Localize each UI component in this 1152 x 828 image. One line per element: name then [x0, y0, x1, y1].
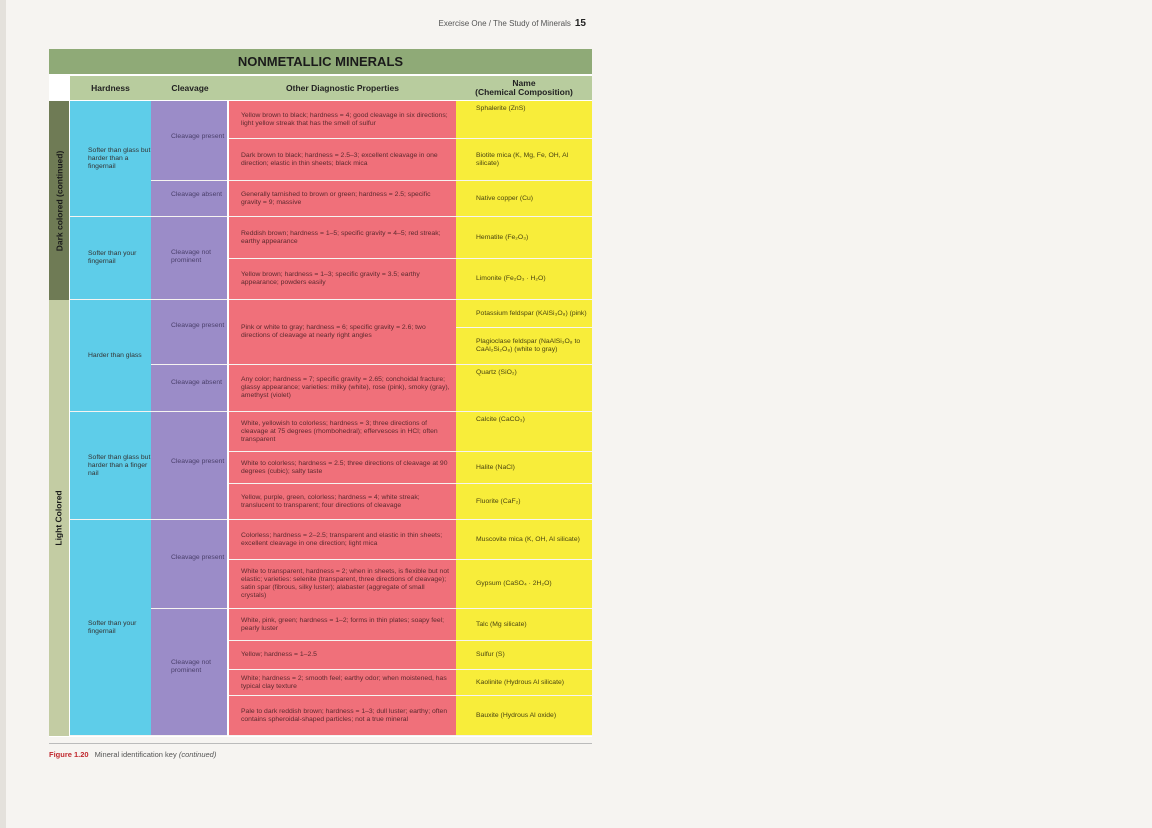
- header-properties: Other Diagnostic Properties: [229, 76, 456, 100]
- caption-continued: (continued): [178, 750, 217, 759]
- cleavage-cell: Cleavage present: [151, 101, 227, 181]
- mineral-name-cell: Kaolinite (Hydrous Al silicate): [456, 670, 592, 696]
- header-name-line1: Name: [512, 78, 536, 88]
- property-cell: Reddish brown; hardness = 1–5; specific gravity = 4–5; red streak; earthy appearance: [229, 217, 456, 259]
- mineral-name-cell: Quartz (SiO₂): [456, 365, 592, 412]
- property-cell: White to transparent, hardness = 2; when in sheets, is flexible but not elastic; varieties: selenite (transparent, three directions of cleavage); satin spar (fibrous, silky luster); alabaster (aggregate of small crystals): [229, 560, 456, 609]
- property-cell: White, yellowish to colorless; hardness = 3; three directions of cleavage at 75 degrees (rhombohedral); effervesces in HCl; often transparent: [229, 412, 456, 452]
- page-number: 15: [574, 18, 586, 29]
- caption-text: Mineral identification key: [94, 750, 177, 759]
- property-cell: Colorless; hardness = 2–2.5; transparent and elastic in thin sheets; excellent cleavage in one direction; light mica: [229, 520, 456, 560]
- property-cell: Dark brown to black; hardness = 2.5–3; excellent cleavage in one direction; elastic in thin sheets; black mica: [229, 139, 456, 181]
- cleavage-cell: Cleavage not prominent: [151, 609, 227, 736]
- mineral-name-cell: Bauxite (Hydrous Al oxide): [456, 696, 592, 736]
- mineral-name-cell: Hematite (Fe₂O₃): [456, 217, 592, 259]
- hardness-cell: Softer than glass but harder than a fingernail: [70, 101, 151, 217]
- cleavage-cell: Cleavage present: [151, 520, 227, 609]
- mineral-name-cell: Native copper (Cu): [456, 181, 592, 217]
- mineral-name-cell: Sphalerite (ZnS): [456, 101, 592, 139]
- mineral-name-cell: Potassium feldspar (KAlSi₃O₈) (pink): [456, 300, 592, 328]
- mineral-identification-table: [49, 49, 592, 737]
- hardness-cell: Softer than your fingernail: [70, 217, 151, 300]
- property-cell: Generally tarnished to brown or green; hardness = 2.5; specific gravity = 9; massive: [229, 181, 456, 217]
- mineral-name-cell: Fluorite (CaF₂): [456, 484, 592, 520]
- mineral-name-cell: Talc (Mg silicate): [456, 609, 592, 641]
- running-head-text: Exercise One / The Study of Minerals: [438, 19, 571, 28]
- page-binding-edge: [0, 0, 6, 828]
- property-cell: White, pink, green; hardness = 1–2; forms in thin plates; soapy feel; pearly luster: [229, 609, 456, 641]
- header-hardness: Hardness: [70, 76, 151, 100]
- header-cleavage: Cleavage: [151, 76, 229, 100]
- property-cell: White; hardness = 2; smooth feel; earthy odor; when moistened, has typical clay texture: [229, 670, 456, 696]
- group-label-light-colored: Light Colored: [49, 300, 69, 736]
- running-head: [330, 18, 586, 29]
- property-cell: Yellow; hardness = 1–2.5: [229, 641, 456, 670]
- hardness-cell: Harder than glass: [70, 300, 151, 412]
- mineral-name-cell: Limonite (Fe₂O₃ · H₂O): [456, 259, 592, 300]
- mineral-name-cell: Gypsum (CaSO₄ · 2H₂O): [456, 560, 592, 609]
- mineral-name-cell: Calcite (CaCO₃): [456, 412, 592, 452]
- property-cell: Pink or white to gray; hardness = 6; specific gravity = 2.6; two directions of cleavage at nearly right angles: [229, 300, 456, 365]
- header-name-line2: (Chemical Composition): [475, 87, 573, 97]
- cleavage-cell: Cleavage absent: [151, 181, 227, 217]
- mineral-name-cell: Biotite mica (K, Mg, Fe, OH, Al silicate): [456, 139, 592, 181]
- mineral-name-cell: Muscovite mica (K, OH, Al silicate): [456, 520, 592, 560]
- cleavage-cell: Cleavage present: [151, 300, 227, 365]
- cleavage-cell: Cleavage not prominent: [151, 217, 227, 300]
- property-cell: Yellow brown to black; hardness = 4; good cleavage in six directions; light yellow streak that has the smell of sulfur: [229, 101, 456, 139]
- hardness-cell: Softer than glass but harder than a finger nail: [70, 412, 151, 520]
- cleavage-cell: Cleavage present: [151, 412, 227, 520]
- caption-rule: [49, 743, 592, 744]
- mineral-name-cell: Plagioclase feldspar (NaAlSi₃O₈ to CaAl₂Si₂O₈) (white to gray): [456, 328, 592, 365]
- mineral-name-cell: Sulfur (S): [456, 641, 592, 670]
- group-label-dark-colored: Dark colored (continued): [49, 101, 69, 300]
- table-title: NONMETALLIC MINERALS: [49, 49, 592, 75]
- cleavage-cell: Cleavage absent: [151, 365, 227, 412]
- mineral-name-cell: Halite (NaCl): [456, 452, 592, 484]
- header-name: [456, 76, 592, 100]
- property-cell: Any color; hardness = 7; specific gravity = 2.65; conchoidal fracture; glassy appearance; varieties: milky (white), rose (pink), smoky (gray), amethyst (violet): [229, 365, 456, 412]
- property-cell: White to colorless; hardness = 2.5; three directions of cleavage at 90 degrees (cubic); salty taste: [229, 452, 456, 484]
- property-cell: Pale to dark reddish brown; hardness = 1–3; dull luster; earthy; often contains spheroidal-shaped particles; not a true mineral: [229, 696, 456, 736]
- figure-caption: [49, 750, 216, 759]
- figure-number: Figure 1.20: [49, 750, 89, 759]
- hardness-cell: Softer than your fingernail: [70, 520, 151, 736]
- property-cell: Yellow brown; hardness = 1–3; specific gravity = 3.5; earthy appearance; powders easily: [229, 259, 456, 300]
- property-cell: Yellow, purple, green, colorless; hardness = 4; white streak; translucent to transparent; four directions of cleavage: [229, 484, 456, 520]
